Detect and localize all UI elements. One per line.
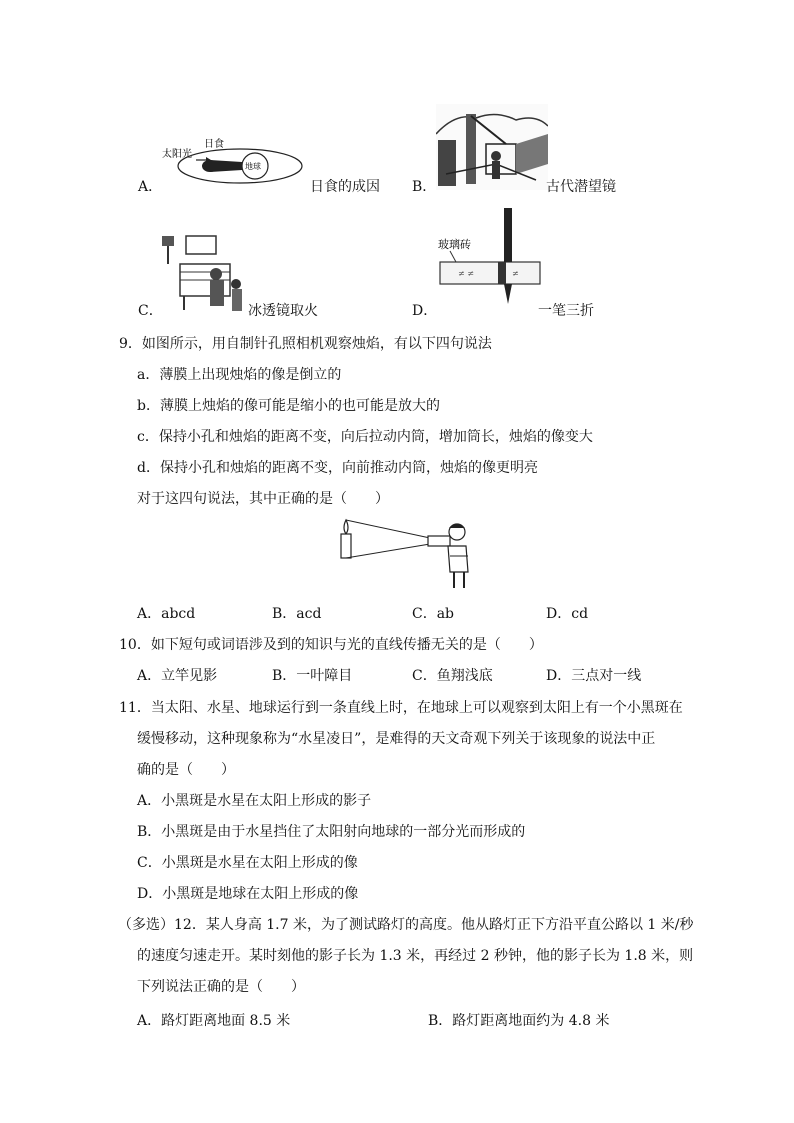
q10-stem: 10．如下短句或词语涉及到的知识与光的直线传播无关的是（ ） [119, 637, 543, 653]
q11-stem-line-2: 缓慢移动，这种现象称为“水星凌日”，是难得的天文奇观下列关于该现象的说法中正 [137, 731, 656, 747]
q9-option-c: C．ab [412, 606, 455, 622]
q11-option-d: D．小黑斑是地球在太阳上形成的像 [137, 886, 359, 902]
q9-statement-a: a．薄膜上出现烛焰的像是倒立的 [137, 367, 342, 383]
glass-block-label: 玻璃砖 [438, 238, 471, 251]
q8-option-a-letter: A． [138, 179, 163, 195]
q9-stem: 9．如图所示，用自制针孔照相机观察烛焰，有以下四句说法 [119, 336, 492, 352]
ice-lens-fire-figure [160, 234, 250, 314]
sunlight-label: 太阳光 [162, 149, 192, 160]
svg-text:≠ ≠: ≠ ≠ [458, 269, 474, 278]
q12-option-a: A．路灯距离地面 8.5 米 [137, 1013, 291, 1029]
q8-option-c-letter: C． [138, 303, 163, 319]
pen-refraction-figure [436, 208, 542, 312]
q8-option-b-caption: 古代潜望镜 [546, 179, 616, 195]
q8-option-a-caption: 日食的成因 [310, 179, 380, 195]
q12-stem-line-3: 下列说法正确的是（ ） [137, 979, 305, 995]
q8-option-d-caption: 一笔三折 [538, 303, 594, 319]
q12-stem-line-2: 的速度匀速走开。某时刻他的影子长为 1.3 米，再经过 2 秒钟，他的影子长为 1.8 米，则 [137, 948, 694, 964]
q8-option-c-caption: 冰透镜取火 [248, 303, 318, 319]
q12-option-b: B．路灯距离地面约为 4.8 米 [428, 1013, 610, 1029]
q10-option-b: B．一叶障目 [272, 668, 353, 684]
q10-option-d: D．三点对一线 [546, 668, 642, 684]
q9-option-b: B．acd [272, 606, 322, 622]
q9-prompt: 对于这四句说法，其中正确的是（ ） [137, 491, 389, 507]
q9-statement-c: c．保持小孔和烛焰的距离不变，向后拉动内筒，增加筒长，烛焰的像变大 [137, 429, 593, 445]
q8-option-d-letter: D． [412, 303, 438, 319]
q11-option-a: A．小黑斑是水星在太阳上形成的影子 [137, 793, 372, 809]
earth-label: 地球 [245, 162, 261, 171]
q12-stem-line-1: （多选）12．某人身高 1.7 米，为了测试路灯的高度。他从路灯正下方沿平直公路以 1 米/秒 [118, 917, 694, 933]
q9-option-d: D．cd [546, 606, 589, 622]
q11-option-c: C．小黑斑是水星在太阳上形成的像 [137, 855, 358, 871]
q8-option-b-letter: B． [412, 179, 437, 195]
q11-stem-line-3: 确的是（ ） [137, 762, 235, 778]
q10-option-c: C．鱼翔浅底 [412, 668, 493, 684]
q9-statement-d: d．保持小孔和烛焰的距离不变，向前推动内筒，烛焰的像更明亮 [137, 460, 538, 476]
q10-option-a: A．立竿见影 [137, 668, 218, 684]
pinhole-camera-figure [334, 516, 474, 592]
solar-eclipse-figure [160, 136, 310, 188]
q9-option-a: A．abcd [137, 606, 196, 622]
svg-text:≠: ≠ [512, 269, 519, 278]
q9-statement-b: b．薄膜上烛焰的像可能是缩小的也可能是放大的 [137, 398, 440, 414]
q11-option-b: B．小黑斑是由于水星挡住了太阳射向地球的一部分光而形成的 [137, 824, 526, 840]
ancient-periscope-figure [436, 104, 548, 190]
eclipse-label: 日食 [204, 139, 224, 150]
q11-stem-line-1: 11．当太阳、水星、地球运行到一条直线上时，在地球上可以观察到太阳上有一个小黑斑在 [119, 700, 683, 716]
